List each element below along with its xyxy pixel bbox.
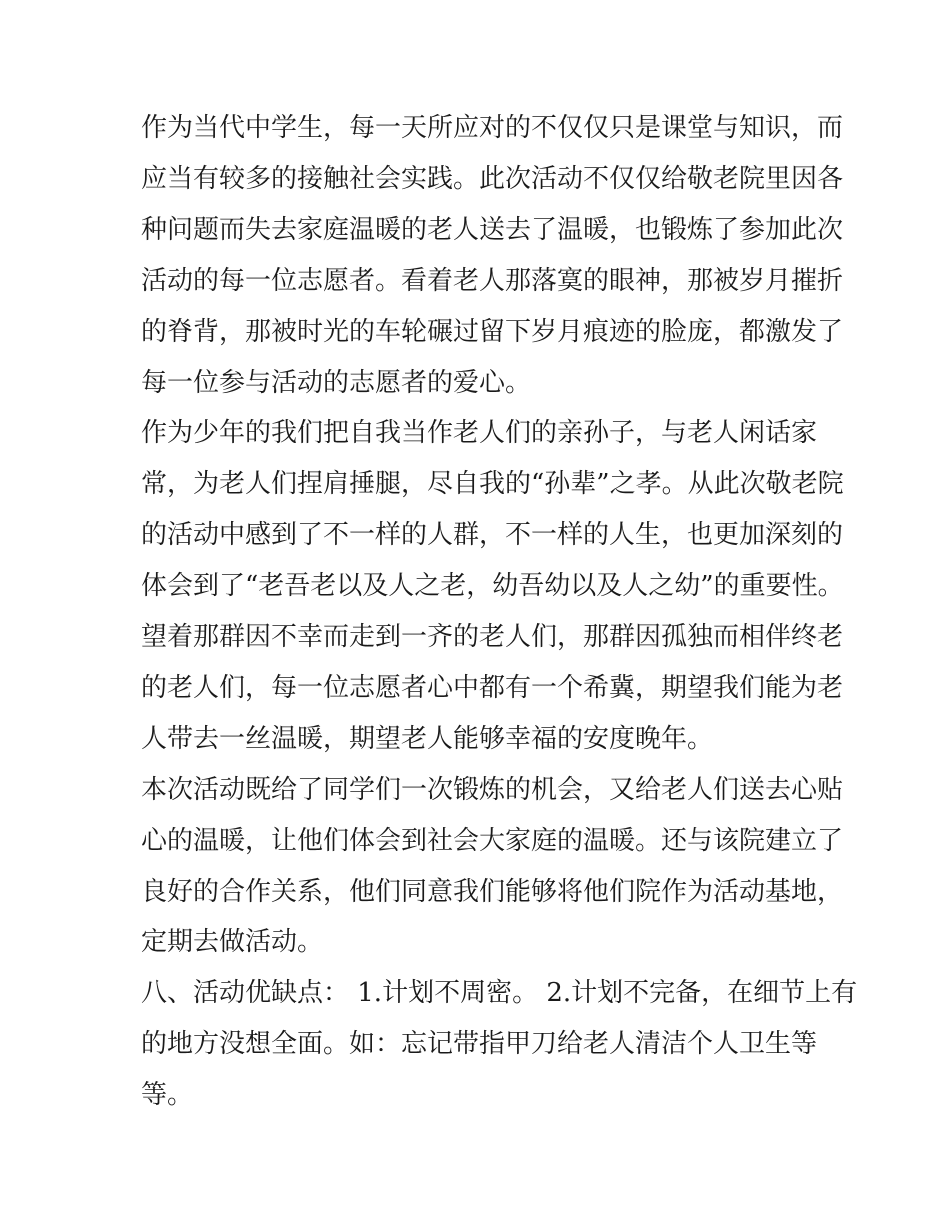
text-line: 八、活动优缺点： 1.计划不周密。 2.计划不完备，在细节上有	[141, 978, 858, 1009]
text-line: 的活动中感到了不一样的人群，不一样的人生，也更加深刻的	[141, 520, 844, 551]
text-line: 心的温暖，让他们体会到社会大家庭的温暖。还与该院建立了	[141, 825, 844, 856]
text-line: 等。	[141, 1080, 194, 1111]
text-line: 体会到了“老吾老以及人之老，幼吾幼以及人之幼”的重要性。	[141, 571, 844, 602]
text-line: 作为当代中学生，每一天所应对的不仅仅只是课堂与知识，而	[141, 113, 844, 143]
text-line: 的地方没想全面。如：忘记带指甲刀给老人清洁个人卫生等	[141, 1029, 818, 1060]
text-line: 本次活动既给了同学们一次锻炼的机会，又给老人们送去心贴	[141, 774, 844, 805]
text-line: 应当有较多的接触社会实践。此次活动不仅仅给敬老院里因各	[141, 163, 844, 194]
text-line: 作为少年的我们把自我当作老人们的亲孙子，与老人闲话家	[141, 418, 818, 449]
text-line: 望着那群因不幸而走到一齐的老人们，那群因孤独而相伴终老	[141, 622, 844, 652]
text-line: 人带去一丝温暖，期望老人能够幸福的安度晚年。	[141, 723, 714, 754]
text-line: 良好的合作关系，他们同意我们能够将他们院作为活动基地，	[141, 876, 844, 907]
text-line: 常，为老人们捏肩捶腿，尽自我的“孙辈”之孝。从此次敬老院	[141, 469, 844, 500]
text-line: 的老人们，每一位志愿者心中都有一个希冀，期望我们能为老	[141, 672, 844, 703]
text-line: 的脊背，那被时光的车轮碾过留下岁月痕迹的脸庞，都激发了	[141, 316, 844, 347]
text-line: 每一位参与活动的志愿者的爱心。	[141, 367, 532, 398]
text-line: 活动的每一位志愿者。看着老人那落寞的眼神，那被岁月摧折	[141, 265, 844, 296]
text-line: 种问题而失去家庭温暖的老人送去了温暖，也锻炼了参加此次	[141, 214, 844, 245]
text-line: 定期去做活动。	[141, 927, 324, 958]
